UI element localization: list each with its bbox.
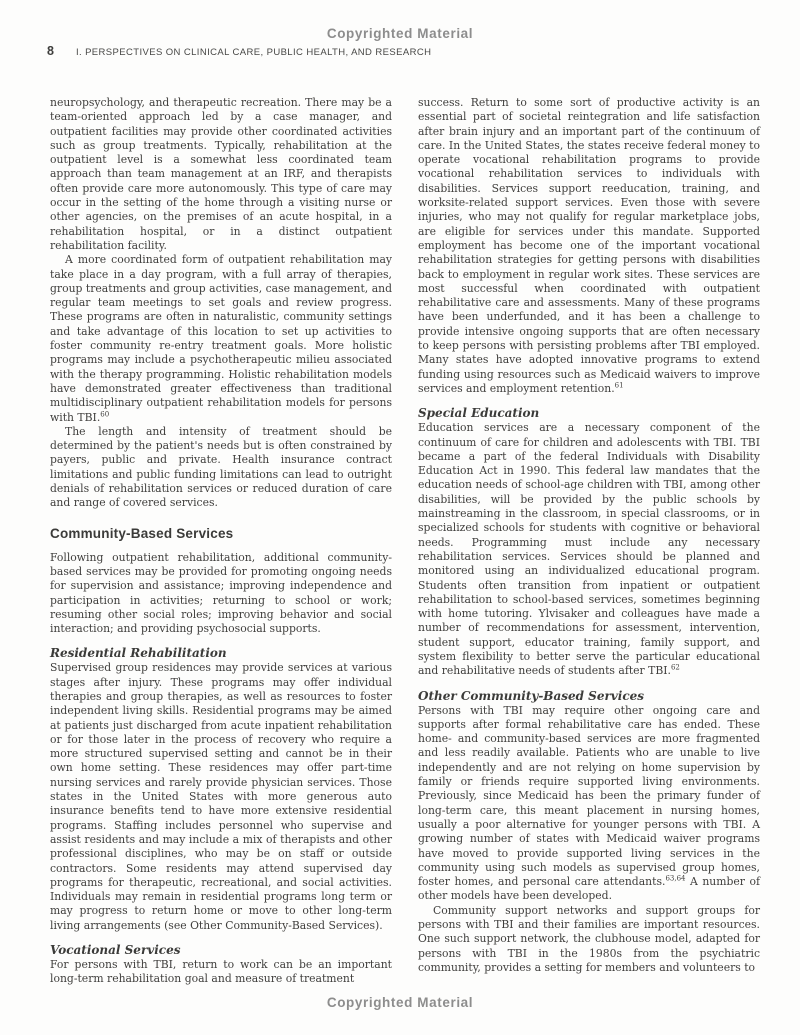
body-paragraph: Education services are a necessary component of the continuum of care for children and adolescents with TBI. TBI became a part of the federal Individuals with Disability Education Act in 1990. This federal law mandates that the education needs of school-age children with TBI, among other disabilities, will be provided by the public schools by mainstreaming in the classroom, in special classrooms, or in specialized schools for students with cognitive or behavioral needs. Programming must include any necessary rehabilitation services. Services should be planned and monitored using an individualized educational program. Students often transition from inpatient or outpatient rehabilitation to school-based services, sometimes beginning with home tutoring. Ylvisaker and colleagues have made a number of recommendations for assessment, intervention, student support, educator training, family support, and system flexibility to better serve the particular educational and rehabilitative needs of students after TBI.$^{62}$ <box>418 421 760 678</box>
body-paragraph: Following outpatient rehabilitation, additional community-based services may be provided for promoting ongoing needs for supervision and assistance; improving independence and participation in activities; returning to school or work; resuming other social roles; improving behavior and social interaction; and providing psychosocial supports. <box>50 550 392 636</box>
body-paragraph: A more coordinated form of outpatient rehabilitation may take place in a day program, with a full array of therapies, group treatments and group activities, case management, and regular team meetings to set goals and review progress. These programs are often in naturalistic, community settings and take advantage of this location to set up activities to foster community re-entry treatment goals. More holistic programs may include a psychotherapeutic milieu associated with the therapy programming. Holistic rehabilitation models have demonstrated greater effectiveness than traditional multidisciplinary outpatient rehabilitation models for persons with TBI.$^{60}$ <box>50 253 392 424</box>
page-number: 8 <box>47 44 54 58</box>
footnote-reference: 60 <box>100 409 110 418</box>
two-column-text-area <box>50 96 760 987</box>
footnote-reference: 61 <box>614 381 624 390</box>
copyright-banner-bottom: Copyrighted Material <box>326 995 474 1010</box>
footnote-reference: 63,64 <box>665 874 686 883</box>
subsection-heading: Special Education <box>418 406 540 421</box>
body-paragraph: success. Return to some sort of productive activity is an essential part of societal reintegration and life satisfaction after brain injury and an important part of the continuum of care. In the United States, the states receive federal money to operate vocational rehabilitation programs to provide vocational rehabilitation services to individuals with disabilities. Services support reeducation, training, and worksite-related support services. Even those with severe injuries, who may not qualify for regular marketplace jobs, are eligible for services under this mandate. Supported employment has become one of the important vocational rehabilitation strategies for getting persons with disabilities back to employment in regular work sites. These services are most successful when coordinated with outpatient rehabilitative care and assessments. Many of these programs have been underfunded, and it has been a challenge to provide intensive ongoing supports that are often necessary to keep persons with persisting problems after TBI employed. Many states have adopted innovative programs to extend funding using resources such as Medicaid waivers to improve services and employment retention.$^{61}$ <box>418 96 760 395</box>
body-paragraph: neuropsychology, and therapeutic recreation. There may be a team-oriented approach led by a case manager, and outpatient facilities may provide other coordinated activities such as group treatments. Typically, rehabilitation at the outpatient level is a somewhat less coordinated team approach than team management at an IRF, and therapists often provide care more autonomously. This type of care may occur in the setting of the home through a visiting nurse or other agencies, on the premises of an acute hospital, in a rehabilitation hospital, or in a distinct outpatient rehabilitation facility. <box>50 96 392 252</box>
body-paragraph: Persons with TBI may require other ongoing care and supports after formal rehabilitative care has ended. These home- and community-based services are more fragmented and less readily available. Patients who are unable to live independently and are not relying on home supervision by family or friends require supported living environments. Previously, since Medicaid has been the primary funder of long-term care, this meant placement in nursing homes, usually a poor alternative for younger persons with TBI. A growing number of states with Medicaid waiver programs have moved to provide supported living services in the community using such models as supervised group homes, foster homes, and personal care attendants.$^{63,64}$ A number of other models have been developed. <box>418 703 760 903</box>
text-column-left <box>50 96 392 987</box>
running-header: I. PERSPECTIVES ON CLINICAL CARE, PUBLIC HEALTH, AND RESEARCH <box>75 47 432 58</box>
subsection-heading: Other Community-Based Services <box>418 688 645 703</box>
copyright-banner-top: Copyrighted Material <box>326 26 474 41</box>
body-paragraph: For persons with TBI, return to work can be an important long-term rehabilitation goal and measure of treatment <box>50 958 392 986</box>
text-column-right <box>418 96 760 987</box>
subsection-heading: Vocational Services <box>50 943 181 958</box>
body-paragraph: The length and intensity of treatment should be determined by the patient's needs but is often constrained by payers, public and private. Health insurance contract limitations and public funding limitations can lead to outright denials of rehabilitation services or reduced duration of care and range of covered services. <box>50 424 392 510</box>
body-paragraph: Supervised group residences may provide services at various stages after injury. These programs may offer individual therapies and group therapies, as well as resources to foster independent living skills. Residential programs may be aimed at patients just discharged from acute inpatient rehabilitation or for those later in the process of recovery who require a more structured supervised setting and cannot be in their own home setting. These residences may offer part-time nursing services and rarely provide physician services. Those states in the United States with more generous auto insurance benefits tend to have more extensive residential programs. Staffing includes personnel who supervise and assist residents and may include a mix of therapists and other professional disciplines, who may be on staff or outside contractors. Some residents may attend supervised day programs for therapeutic, recreational, and social activities. Individuals may remain in residential programs long term or may progress to return home or move to other long-term living arrangements (see Other Community-Based Services). <box>50 661 392 932</box>
page-header <box>47 44 760 58</box>
footnote-reference: 62 <box>670 663 680 672</box>
subsection-heading: Residential Rehabilitation <box>50 646 227 661</box>
section-heading: Community-Based Services <box>50 525 234 541</box>
body-paragraph: Community support networks and support groups for persons with TBI and their families are important resources. One such support network, the clubhouse model, adapted for persons with TBI in the 1980s from the psychiatric community, provides a setting for members and volunteers to <box>418 903 760 974</box>
